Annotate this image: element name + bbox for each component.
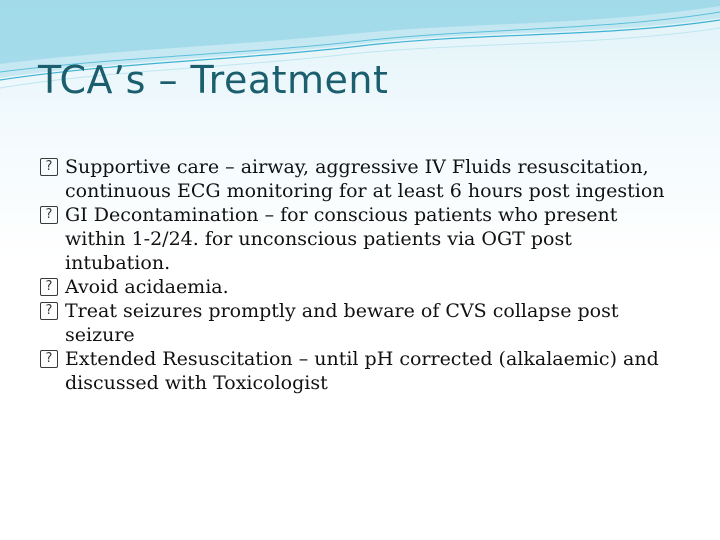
bullet-text: Treat seizures promptly and beware of CVS collapse post seizure — [65, 300, 619, 346]
missing-glyph-icon: ? — [40, 278, 58, 296]
bullet-text: Avoid acidaemia. — [65, 276, 229, 298]
bullet-item — [40, 347, 680, 395]
bullet-text: Supportive care – airway, aggressive IV Fluids resuscitation, continuous ECG monitoring for at least 6 hours post ingestion — [65, 156, 665, 202]
slide-title: TCA’s – Treatment — [38, 58, 389, 102]
missing-glyph-icon: ? — [40, 302, 58, 320]
bullet-list — [40, 155, 680, 395]
missing-glyph-icon: ? — [40, 158, 58, 176]
missing-glyph-icon: ? — [40, 206, 58, 224]
bullet-text: Extended Resuscitation – until pH corrected (alkalaemic) and discussed with Toxicologist — [65, 348, 659, 394]
bullet-item — [40, 155, 680, 203]
bullet-item — [40, 203, 680, 275]
bullet-item — [40, 299, 680, 347]
bullet-text: GI Decontamination – for conscious patients who present within 1-2/24. for unconscious patients via OGT post intubation. — [65, 204, 618, 274]
bullet-item — [40, 275, 680, 299]
missing-glyph-icon: ? — [40, 350, 58, 368]
